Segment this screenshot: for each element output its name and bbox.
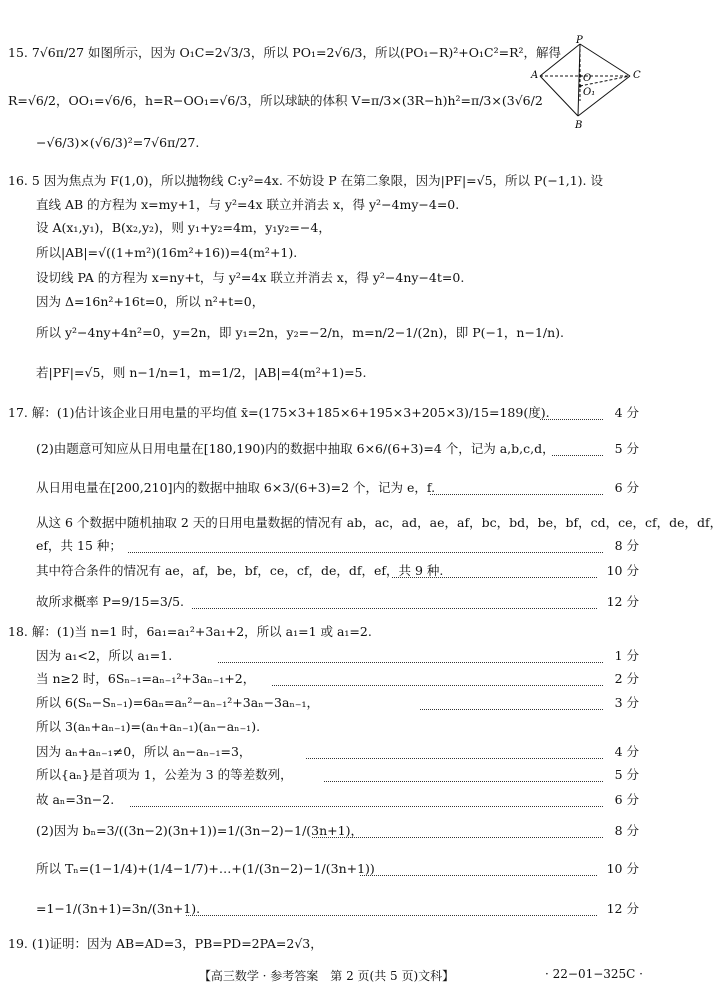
dot-leader: [306, 758, 603, 759]
score: 3 分: [614, 695, 639, 710]
label-o1: O₁: [583, 87, 596, 98]
q16-line-4: 所以|AB|=√((1+m²)(16m²+16))=4(m²+1).: [36, 245, 298, 260]
dot-leader: [218, 662, 603, 663]
q16-line-2: 直线 AB 的方程为 x=my+1，与 y²=4x 联立并消去 x，得 y²−4my−4=0.: [36, 197, 460, 212]
q15-line-2: R=√6/2，OO₁=√6/6，h=R−OO₁=√6/3，所以球缺的体积 V=π/3×(3R−h)h²=π/3×(3√6/2: [8, 93, 543, 108]
dot-leader: [186, 915, 597, 916]
dot-leader: [392, 577, 597, 578]
score: 1 分: [614, 648, 639, 663]
score: 10 分: [606, 563, 639, 578]
score: 12 分: [606, 901, 639, 916]
dot-leader: [420, 709, 603, 710]
score: 4 分: [614, 744, 639, 759]
q17-line-7: 故所求概率 P=9/15=3/5.: [36, 594, 184, 609]
score: 8 分: [614, 823, 639, 838]
q16-line-3: 设 A(x₁,y₁)，B(x₂,y₂)，则 y₁+y₂=4m，y₁y₂=−4，: [36, 220, 331, 235]
dot-leader: [360, 875, 597, 876]
q17-line-5: ef，共 15 种；: [36, 538, 122, 553]
dot-leader: [430, 494, 603, 495]
q17-line-6: 其中符合条件的情况有 ae，af，be，bf，ce，cf，de，df，ef，共 9 种.: [36, 563, 444, 578]
score: 4 分: [614, 405, 639, 420]
score: 5 分: [614, 441, 639, 456]
q17-line-3: 从日用电量在[200,210]内的数据中抽取 6×3/(6+3)=2 个，记为 e，f.: [36, 480, 436, 495]
q19-line-1: 19. (1)证明：因为 AB=AD=3，PB=PD=2PA=2√3，: [8, 936, 323, 951]
q18-line-11: =1−1/(3n+1)=3n/(3n+1).: [36, 901, 201, 916]
score: 6 分: [614, 480, 639, 495]
dot-leader: [128, 552, 603, 553]
q16-line-1: 16. 5 因为焦点为 F(1,0)，所以抛物线 C:y²=4x. 不妨设 P 在第二象限，因为|PF|=√5，所以 P(−1,1). 设: [8, 173, 603, 188]
label-a: A: [531, 70, 539, 81]
q17-line-2: (2)由题意可知应从日用电量在[180,190)内的数据中抽取 6×6/(6+3)=4 个，记为 a,b,c,d，: [36, 441, 555, 456]
q18-line-8: 故 aₙ=3n−2.: [36, 792, 115, 807]
label-b: B: [575, 120, 583, 131]
q18-line-4: 所以 6(Sₙ−Sₙ₋₁)=6aₙ=aₙ²−aₙ₋₁²+3aₙ−3aₙ₋₁，: [36, 695, 319, 710]
score: 2 分: [614, 671, 639, 686]
page-footer-code: · 22−01−325C ·: [545, 967, 643, 981]
q18-line-7: 所以{aₙ}是首项为 1，公差为 3 的等差数列，: [36, 767, 293, 782]
score: 10 分: [606, 861, 639, 876]
q16-line-7: 所以 y²−4ny+4n²=0，y=2n，即 y₁=2n，y₂=−2/n，m=n/2−1/(2n)，即 P(−1，n−1/n).: [36, 325, 565, 340]
q17-line-1: 17. 解：(1)估计该企业日用电量的平均值 x̄=(175×3+185×6+195×3+205×3)/15=189(度).: [8, 405, 550, 420]
dot-leader: [312, 837, 603, 838]
dot-leader: [272, 685, 603, 686]
q16-line-6: 因为 Δ=16n²+16t=0，所以 n²+t=0，: [36, 294, 265, 309]
dot-leader: [540, 419, 603, 420]
dot-leader: [192, 608, 597, 609]
label-c: C: [633, 70, 641, 81]
q18-line-3: 当 n≥2 时，6Sₙ₋₁=aₙ₋₁²+3aₙ₋₁+2，: [36, 671, 256, 686]
label-o: O: [583, 73, 592, 84]
q18-line-5: 所以 3(aₙ+aₙ₋₁)=(aₙ+aₙ₋₁)(aₙ−aₙ₋₁).: [36, 719, 261, 734]
q15-line-3: −√6/3)×(√6/3)²=7√6π/27.: [36, 135, 200, 150]
score: 5 分: [614, 767, 639, 782]
q18-line-6: 因为 aₙ+aₙ₋₁≠0，所以 aₙ−aₙ₋₁=3，: [36, 744, 252, 759]
score: 6 分: [614, 792, 639, 807]
dot-leader: [130, 806, 603, 807]
q17-line-4: 从这 6 个数据中随机抽取 2 天的日用电量数据的情况有 ab，ac，ad，ae，af，bc，bd，be，bf，cd，ce，cf，de，df，: [36, 515, 722, 530]
label-p: P: [576, 35, 583, 46]
q18-line-9: (2)因为 bₙ=3/((3n−2)(3n+1))=1/(3n−2)−1/(3n+1)，: [36, 823, 363, 838]
dot-leader: [552, 455, 603, 456]
q18-line-2: 因为 a₁<2，所以 a₁=1.: [36, 648, 173, 663]
page-footer-title: 【高三数学 · 参考答案 第 2 页(共 5 页)文科】: [198, 969, 455, 983]
q16-line-8: 若|PF|=√5，则 n−1/n=1，m=1/2，|AB|=4(m²+1)=5.: [36, 365, 367, 380]
score: 8 分: [614, 538, 639, 553]
q15-line-1: 15. 7√6π/27 如图所示，因为 O₁C=2√3/3，所以 PO₁=2√6/3，所以(PO₁−R)²+O₁C²=R²，解得: [8, 45, 562, 60]
q18-line-1: 18. 解：(1)当 n=1 时，6a₁=a₁²+3a₁+2，所以 a₁=1 或 a₁=2.: [8, 624, 372, 639]
q18-line-10: 所以 Tₙ=(1−1/4)+(1/4−1/7)+…+(1/(3n−2)−1/(3n+1)): [36, 861, 375, 876]
dot-leader: [324, 781, 603, 782]
score: 12 分: [606, 594, 639, 609]
q16-line-5: 设切线 PA 的方程为 x=ny+t，与 y²=4x 联立并消去 x，得 y²−4ny−4t=0.: [36, 270, 465, 285]
